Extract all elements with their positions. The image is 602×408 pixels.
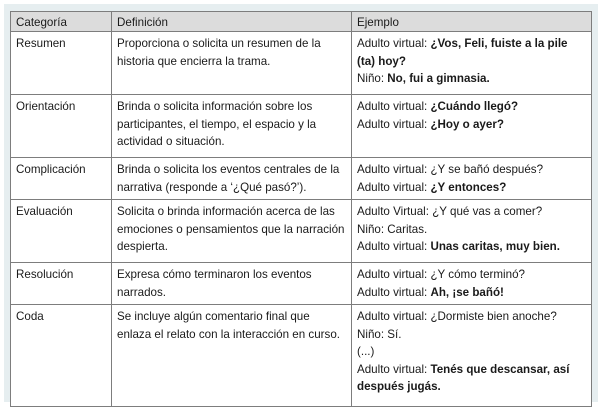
table-frame — [4, 4, 598, 402]
example-line: Adulto virtual: ¿Y entonces? — [357, 180, 507, 194]
category-cell: Resolución — [11, 263, 112, 305]
category-cell: Complicación — [11, 158, 112, 200]
header-ejemplo: Ejemplo — [352, 12, 592, 32]
narrative-categories-table — [10, 11, 592, 407]
category-cell: Coda — [11, 305, 112, 407]
example-cell — [352, 263, 592, 305]
definition-cell: Brinda o solicita información sobre los participantes, el tiempo, el espacio y la actividad o situación. — [112, 95, 352, 158]
example-line: Adulto virtual: ¿Vos, Feli, fuiste a la pile (ta) hoy? — [357, 37, 568, 68]
header-definicion: Definición — [112, 12, 352, 32]
definition-cell: Solicita o brinda información acerca de las emociones o pensamientos que la narración despierta. — [112, 200, 352, 263]
example-line: Adulto virtual: ¿Cuándo llegó? — [357, 100, 519, 113]
table-row — [11, 95, 592, 158]
header-categoria: Categoría — [11, 12, 112, 32]
table-row — [11, 305, 592, 407]
definition-cell: Brinda o solicita los eventos centrales de la narrativa (responde a ‘¿Qué pasó?’). — [112, 158, 352, 200]
category-cell: Evaluación — [11, 200, 112, 263]
example-line: Niño: No, fui a gimnasia. — [357, 72, 490, 85]
category-cell: Resumen — [11, 32, 112, 95]
example-line: (...) — [357, 345, 375, 358]
example-line: Adulto virtual: Ah, ¡se bañó! — [357, 285, 504, 299]
example-cell — [352, 32, 592, 95]
example-line: Adulto virtual: ¿Hoy o ayer? — [357, 117, 504, 131]
example-cell — [352, 95, 592, 158]
example-cell — [352, 158, 592, 200]
example-cell — [352, 200, 592, 263]
example-line: Adulto virtual: ¿Dormiste bien anoche? — [357, 310, 557, 323]
example-cell — [352, 305, 592, 407]
table-row — [11, 200, 592, 263]
definition-cell: Se incluye algún comentario final que enlaza el relato con la interacción en curso. — [112, 305, 352, 407]
category-cell: Orientación — [11, 95, 112, 158]
example-line: Adulto Virtual: ¿Y qué vas a comer? — [357, 205, 543, 218]
example-line: Niño: Sí. — [357, 327, 402, 341]
definition-cell: Proporciona o solicita un resumen de la historia que encierra la trama. — [112, 32, 352, 95]
example-line: Adulto virtual: Tenés que descansar, así después jugás. — [357, 362, 570, 393]
example-line: Adulto virtual: Unas caritas, muy bien. — [357, 240, 560, 253]
example-line: Adulto virtual: ¿Y se bañó después? — [357, 163, 544, 176]
table-row — [11, 32, 592, 95]
table-row — [11, 158, 592, 200]
definition-cell: Expresa cómo terminaron los eventos narrados. — [112, 263, 352, 305]
table-header-row — [11, 12, 592, 32]
example-line: Niño: Caritas. — [357, 222, 428, 236]
example-line: Adulto virtual: ¿Y cómo terminó? — [357, 268, 525, 281]
table-row — [11, 263, 592, 305]
